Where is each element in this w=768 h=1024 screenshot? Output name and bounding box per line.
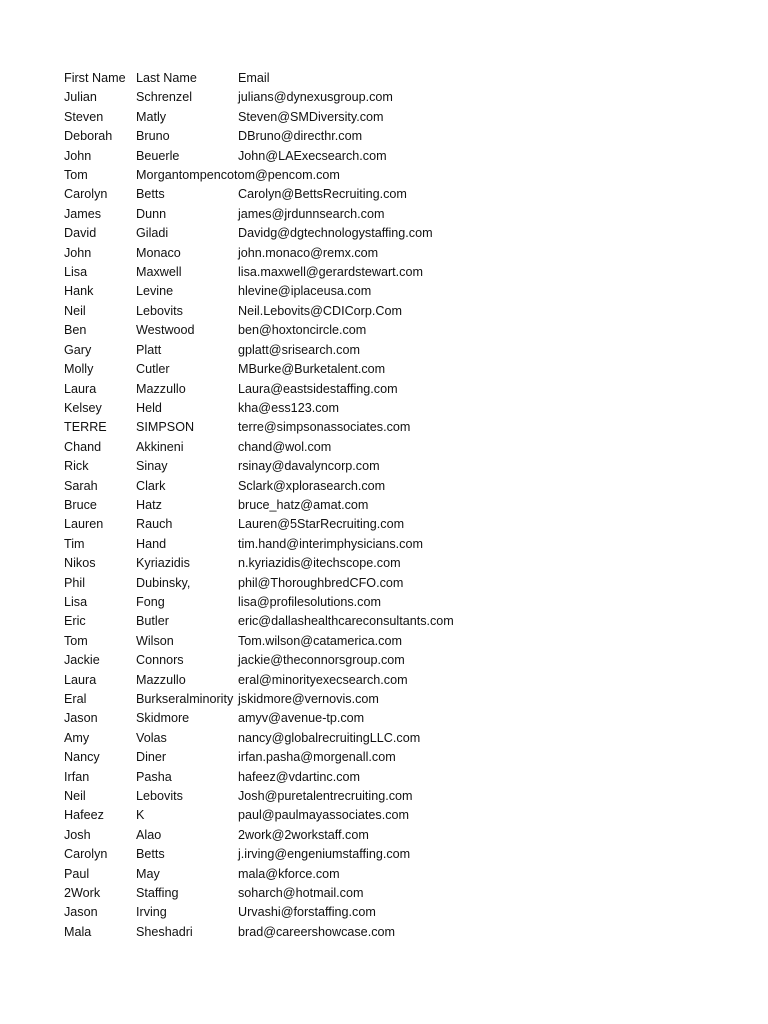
first-name-cell: Steven — [64, 109, 104, 124]
email-cell: DBruno@directhr.com — [238, 129, 363, 144]
email-cell: MBurke@Burketalent.com — [238, 362, 386, 377]
first-name-cell: Deborah — [64, 129, 113, 144]
email-cell: Neil.Lebovits@CDICorp.Com — [238, 303, 402, 318]
email-cell: john.monaco@remx.com — [238, 245, 379, 260]
last-name-cell: Betts — [136, 187, 165, 202]
first-name-cell: 2Work — [64, 886, 101, 901]
first-name-cell: Irfan — [64, 769, 90, 784]
first-name-cell: Hank — [64, 284, 94, 299]
email-cell: kha@ess123.com — [238, 400, 339, 415]
email-cell: Steven@SMDiversity.com — [238, 109, 384, 124]
last-name-cell: Volas — [136, 730, 167, 745]
email-cell: terre@simpsonassociates.com — [238, 420, 411, 435]
first-name-cell: Rick — [64, 459, 89, 474]
email-cell: Tom.wilson@catamerica.com — [238, 633, 402, 648]
email-cell: chand@wol.com — [238, 439, 332, 454]
first-name-cell: Eral — [64, 692, 87, 706]
email-cell: phil@ThoroughbredCFO.com — [238, 575, 404, 590]
last-name-cell: Akkineni — [136, 439, 184, 454]
first-name-cell: Tom — [64, 633, 88, 648]
first-name-cell: Nancy — [64, 750, 100, 765]
first-name-cell: Molly — [64, 362, 94, 377]
last-name-cell: Pasha — [136, 769, 172, 784]
email-cell: brad@careershowcase.com — [238, 924, 395, 939]
email-cell: Urvashi@forstaffing.com — [238, 905, 376, 920]
email-cell: amyv@avenue-tp.com — [238, 711, 365, 726]
last-name-cell: Monaco — [136, 245, 181, 260]
last-name-cell: Diner — [136, 750, 167, 765]
last-name-cell: Sheshadri — [136, 924, 193, 939]
last-name-cell: Dubinsky, — [136, 575, 191, 590]
last-name-cell: Burkseralminority — [136, 692, 234, 706]
last-name-cell: Held — [136, 400, 162, 415]
last-name-cell: Morgantompencotom@pencom.com — [136, 168, 340, 183]
first-name-cell: Josh — [64, 827, 91, 842]
last-name-cell: Cutler — [136, 362, 170, 377]
email-cell: soharch@hotmail.com — [238, 886, 364, 901]
email-cell: julians@dynexusgroup.com — [238, 90, 393, 105]
header-last-name: Last Name — [136, 71, 197, 85]
last-name-cell: Levine — [136, 284, 174, 299]
first-name-cell: Tim — [64, 536, 85, 551]
first-name-cell: Lauren — [64, 517, 104, 532]
first-name-cell: Ben — [64, 323, 87, 338]
email-cell: j.irving@engeniumstaffing.com — [238, 847, 411, 862]
first-name-cell: Neil — [64, 303, 86, 318]
first-name-cell: Mala — [64, 924, 92, 939]
last-name-cell: Connors — [136, 653, 184, 668]
email-cell: james@jrdunnsearch.com — [238, 206, 385, 221]
last-name-cell: Rauch — [136, 517, 173, 532]
email-cell: Sclark@xplorasearch.com — [238, 478, 386, 493]
last-name-cell: Skidmore — [136, 711, 190, 726]
first-name-cell: Amy — [64, 730, 90, 745]
email-cell: nancy@globalrecruitingLLC.com — [238, 730, 421, 745]
email-cell: paul@paulmayassociates.com — [238, 808, 409, 823]
email-cell: gplatt@srisearch.com — [238, 342, 360, 357]
first-name-cell: Julian — [64, 90, 97, 105]
last-name-cell: Wilson — [136, 633, 174, 648]
email-cell: ben@hoxtoncircle.com — [238, 323, 367, 338]
last-name-cell: SIMPSON — [136, 420, 195, 435]
last-name-cell: Fong — [136, 594, 165, 609]
email-cell: hafeez@vdartinc.com — [238, 769, 360, 784]
last-name-cell: Lebovits — [136, 789, 183, 804]
first-name-cell: Tom — [64, 168, 88, 183]
email-cell: Josh@puretalentrecruiting.com — [238, 789, 413, 804]
first-name-cell: Hafeez — [64, 808, 104, 823]
email-cell: Carolyn@BettsRecruiting.com — [238, 187, 407, 202]
last-name-cell: Giladi — [136, 226, 169, 241]
last-name-cell: Hatz — [136, 497, 162, 512]
last-name-cell: Kyriazidis — [136, 556, 190, 571]
last-name-cell: Maxwell — [136, 265, 182, 280]
last-name-cell: Clark — [136, 478, 166, 493]
email-cell: n.kyriazidis@itechscope.com — [238, 556, 401, 571]
first-name-cell: Kelsey — [64, 400, 102, 415]
email-cell: hlevine@iplaceusa.com — [238, 284, 372, 299]
first-name-cell: Nikos — [64, 556, 96, 571]
last-name-cell: Staffing — [136, 886, 179, 901]
first-name-cell: John — [64, 245, 92, 260]
first-name-cell: James — [64, 206, 102, 221]
email-cell: eral@minorityexecsearch.com — [238, 672, 408, 687]
email-cell: jackie@theconnorsgroup.com — [238, 653, 405, 668]
last-name-cell: Beuerle — [136, 148, 180, 163]
first-name-cell: Paul — [64, 866, 90, 881]
last-name-cell: Irving — [136, 905, 167, 920]
first-name-cell: Jason — [64, 711, 98, 726]
email-cell: rsinay@davalyncorp.com — [238, 459, 380, 474]
first-name-cell: TERRE — [64, 420, 107, 435]
last-name-cell: Butler — [136, 614, 169, 629]
first-name-cell: David — [64, 226, 97, 241]
email-cell: eric@dallashealthcareconsultants.com — [238, 614, 454, 629]
email-cell: mala@kforce.com — [238, 866, 340, 881]
last-name-cell: Betts — [136, 847, 165, 862]
first-name-cell: John — [64, 148, 92, 163]
email-cell: Davidg@dgtechnologystaffing.com — [238, 226, 433, 241]
first-name-cell: Lisa — [64, 594, 88, 609]
first-name-cell: Phil — [64, 575, 85, 590]
first-name-cell: Gary — [64, 342, 92, 357]
header-first-name: First Name — [64, 71, 126, 85]
last-name-cell: K — [136, 808, 145, 823]
email-cell: lisa@profilesolutions.com — [238, 594, 381, 609]
last-name-cell: May — [136, 866, 160, 881]
last-name-cell: Alao — [136, 827, 162, 842]
last-name-cell: Hand — [136, 536, 167, 551]
first-name-cell: Lisa — [64, 265, 88, 280]
first-name-cell: Carolyn — [64, 187, 108, 202]
first-name-cell: Chand — [64, 439, 102, 454]
last-name-cell: Mazzullo — [136, 672, 186, 687]
email-cell: lisa.maxwell@gerardstewart.com — [238, 265, 423, 280]
last-name-cell: Matly — [136, 109, 167, 124]
first-name-cell: Neil — [64, 789, 86, 804]
first-name-cell: Laura — [64, 381, 97, 396]
email-cell: irfan.pasha@morgenall.com — [238, 750, 396, 765]
last-name-cell: Dunn — [136, 206, 167, 221]
email-cell: 2work@2workstaff.com — [238, 827, 369, 842]
email-cell: Laura@eastsidestaffing.com — [238, 381, 398, 396]
last-name-cell: Sinay — [136, 459, 168, 474]
first-name-cell: Sarah — [64, 478, 98, 493]
email-cell: tim.hand@interimphysicians.com — [238, 536, 423, 551]
first-name-cell: Bruce — [64, 497, 97, 512]
last-name-cell: Lebovits — [136, 303, 183, 318]
email-cell: John@LAExecsearch.com — [238, 148, 387, 163]
first-name-cell: Jason — [64, 905, 98, 920]
first-name-cell: Eric — [64, 614, 86, 629]
first-name-cell: Laura — [64, 672, 97, 687]
last-name-cell: Bruno — [136, 129, 170, 144]
last-name-cell: Platt — [136, 342, 162, 357]
header-email: Email — [238, 71, 270, 85]
last-name-cell: Westwood — [136, 323, 195, 338]
first-name-cell: Carolyn — [64, 847, 108, 862]
first-name-cell: Jackie — [64, 653, 100, 668]
email-cell: bruce_hatz@amat.com — [238, 497, 369, 512]
email-cell: Lauren@5StarRecruiting.com — [238, 517, 405, 532]
email-cell: jskidmore@vernovis.com — [238, 692, 379, 706]
last-name-cell: Schrenzel — [136, 90, 193, 105]
last-name-cell: Mazzullo — [136, 381, 186, 396]
